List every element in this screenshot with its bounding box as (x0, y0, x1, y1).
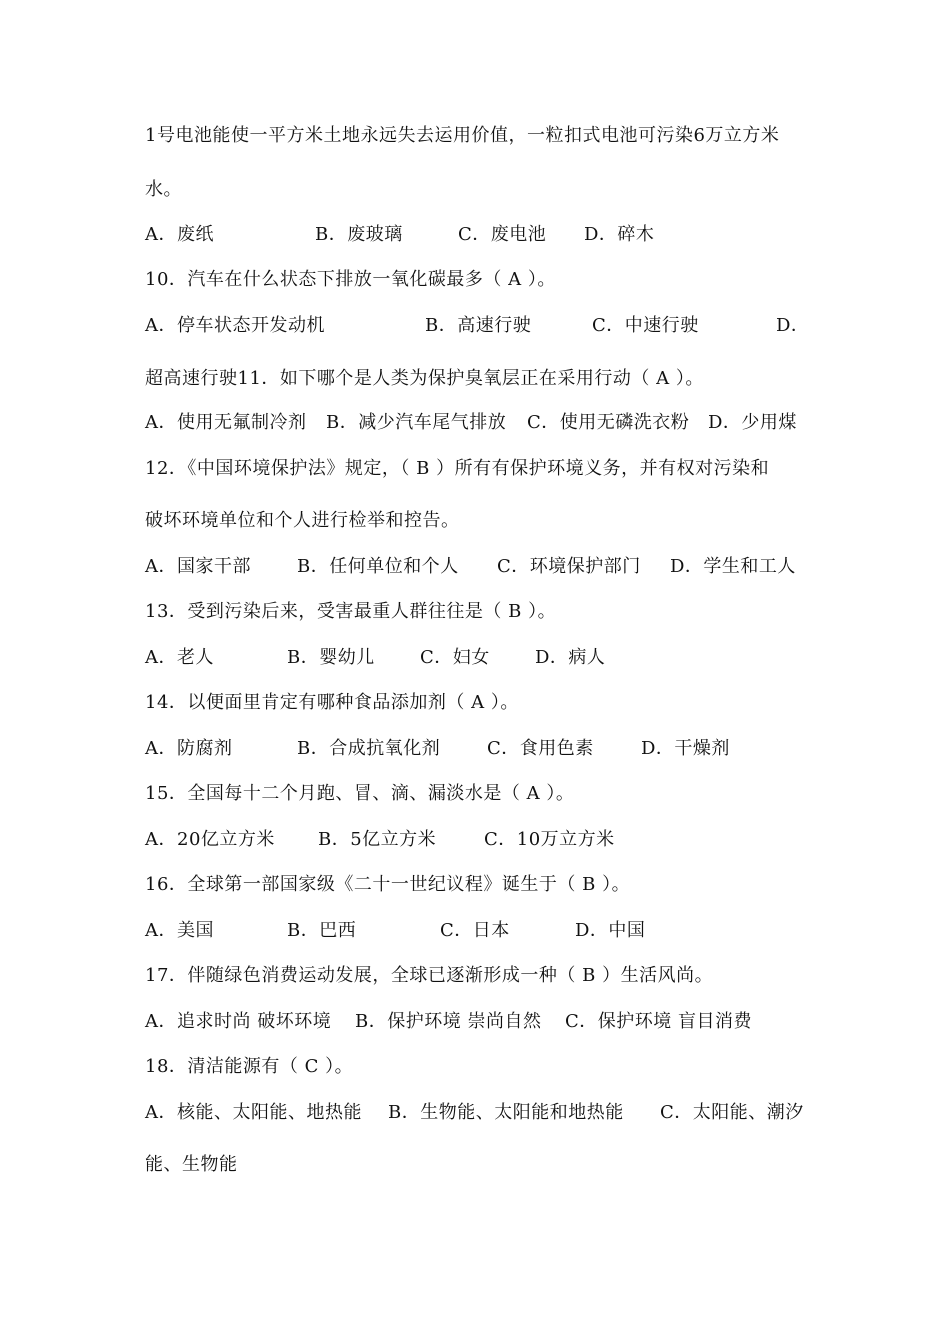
question-12-stem-continued: 破坏环境单位和个人进行检举和控告。 (145, 510, 460, 531)
option-b: B．婴幼儿 (287, 647, 375, 668)
option-d: D．少用煤 (708, 412, 797, 433)
question-13-stem: 13．受到污染后来，受害最重人群往往是（ B ）。 (145, 601, 557, 622)
option-c: C．日本 (440, 920, 510, 941)
option-a: A．20亿立方米 (145, 829, 275, 850)
question-15-stem: 15．全国每十二个月跑、冒、滴、漏淡水是（ A ）。 (145, 783, 575, 804)
option-c: C．妇女 (420, 647, 490, 668)
option-b: B．废玻璃 (315, 224, 403, 245)
question-16-stem: 16．全球第一部国家级《二十一世纪议程》诞生于（ B ）。 (145, 874, 631, 895)
option-c: C．保护环境 盲目消费 (565, 1011, 752, 1032)
option-b: B．高速行驶 (425, 315, 532, 336)
option-d: D．学生和工人 (670, 556, 796, 577)
option-b: B．合成抗氧化剂 (297, 738, 441, 759)
option-c: C．太阳能、潮汐 (660, 1102, 804, 1123)
option-d: D．病人 (535, 647, 606, 668)
option-c: C．食用色素 (487, 738, 594, 759)
option-c: C．中速行驶 (592, 315, 699, 336)
option-a: A．核能、太阳能、地热能 (145, 1102, 362, 1123)
option-b: B．5亿立方米 (318, 829, 437, 850)
option-d: D．碎木 (584, 224, 655, 245)
option-a: A．美国 (145, 920, 214, 941)
option-c-continued: 能、生物能 (145, 1154, 238, 1175)
option-b: B．生物能、太阳能和地热能 (388, 1102, 624, 1123)
option-a: A．国家干部 (145, 556, 251, 577)
option-a: A．使用无氟制冷剂 (145, 412, 307, 433)
option-b: B．巴西 (287, 920, 357, 941)
option-a: A．停车状态开发动机 (145, 315, 325, 336)
option-b: B．保护环境 崇尚自然 (355, 1011, 542, 1032)
option-d: D．中国 (575, 920, 646, 941)
option-a: A．废纸 (145, 224, 214, 245)
option-c: C．使用无磷洗衣粉 (527, 412, 690, 433)
question-10-stem: 10．汽车在什么状态下排放一氧化碳最多（ A ）。 (145, 269, 556, 290)
question-12-stem: 12．《中国环境保护法》规定，（ B ）所有有保护环境义务，并有权对污染和 (145, 458, 770, 479)
option-b: B．任何单位和个人 (297, 556, 459, 577)
question-18-stem: 18．清洁能源有（ C ）。 (145, 1056, 354, 1077)
option-d: D． (776, 315, 810, 336)
question-11-stem: 超高速行驶11．如下哪个是人类为保护臭氧层正在采用行动（ A ）。 (145, 368, 704, 389)
option-a: A．老人 (145, 647, 214, 668)
question-text: 1号电池能使一平方米土地永远失去运用价值，一粒扣式电池可污染6万立方米 (145, 125, 780, 146)
question-14-stem: 14．以便面里肯定有哪种食品添加剂（ A ）。 (145, 692, 519, 713)
option-a: A．追求时尚 破坏环境 (145, 1011, 332, 1032)
option-c: C．环境保护部门 (497, 556, 641, 577)
question-text: 水。 (145, 179, 182, 200)
option-c: C．废电池 (458, 224, 547, 245)
option-a: A．防腐剂 (145, 738, 233, 759)
question-17-stem: 17．伴随绿色消费运动发展，全球已逐渐形成一种（ B ）生活风尚。 (145, 965, 714, 986)
option-c: C．10万立方米 (484, 829, 615, 850)
option-d: D．干燥剂 (641, 738, 730, 759)
option-b: B．减少汽车尾气排放 (326, 412, 507, 433)
